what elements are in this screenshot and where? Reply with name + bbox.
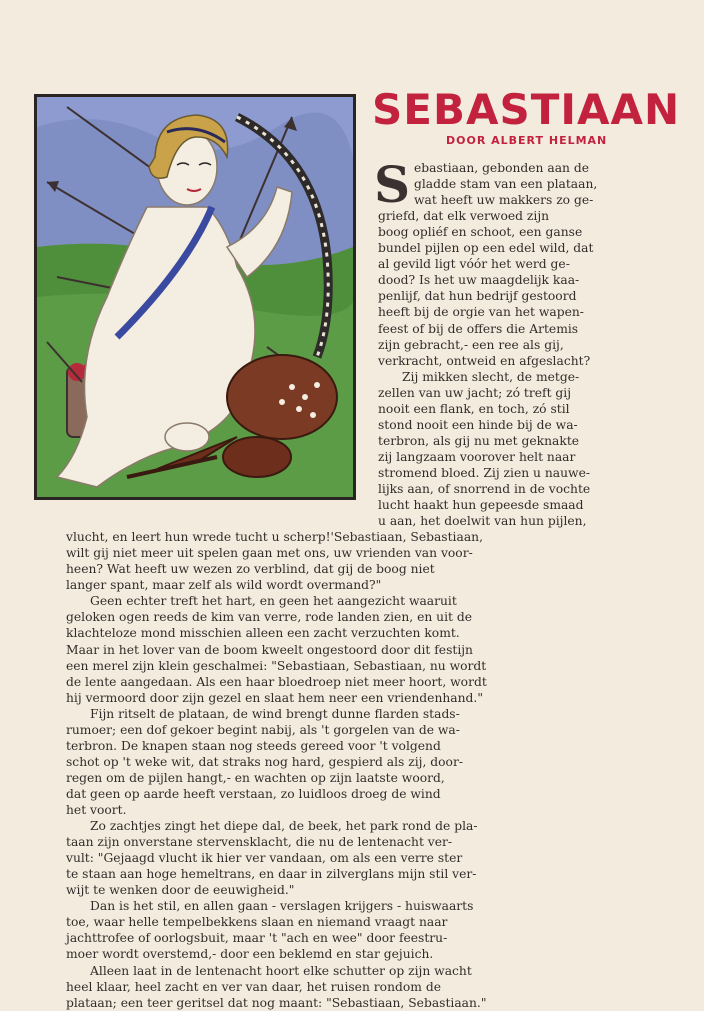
text-line: rumoer; een dof gekoer begint nabij, als 't gorgelen van de wa-: [66, 722, 460, 737]
text-line: ebastiaan, gebonden aan de: [414, 161, 590, 175]
text-line: vlucht, en leert hun wrede tucht u scherp!'Sebastiaan, Sebastiaan,: [66, 530, 483, 545]
text-line: hij vermoord door zijn gezel en slaat hem neer een vriendenhand.": [66, 690, 483, 705]
text-line: Dan is het stil, en allen gaan - verslagen krijgers - huiswaarts: [90, 899, 474, 914]
text-line: wilt gij niet meer uit spelen gaan met ons, uw vrienden van voor-: [66, 546, 473, 561]
text-line: zellen van uw jacht; zó treft gij: [378, 385, 572, 400]
text-line: dat geen op aarde heeft verstaan, zo luidloos droeg de wind: [66, 786, 441, 801]
text-line: boog opliéf en schoot, een ganse: [378, 225, 583, 240]
text-line: lucht haakt hun gepeesde smaad: [378, 498, 584, 513]
text-line: wat heeft uw makkers zo ge-: [414, 193, 594, 208]
text-line: Alleen laat in de lentenacht hoort elke schutter op zijn wacht: [90, 963, 472, 978]
text-line: taan zijn onverstane stervensklacht, die nu de lentenacht ver-: [66, 835, 453, 850]
illustration-woman-with-fawn: [34, 94, 356, 500]
text-line: jachttrofee of oorlogsbuit, maar 't "ach en wee" door feestru-: [66, 931, 448, 946]
text-line: heen? Wat heeft uw wezen zo verblind, dat gij de boog niet: [66, 562, 435, 577]
text-line: klachteloze mond misschien alleen een zacht verzuchten komt.: [66, 626, 460, 641]
text-line: gladde stam van een plataan,: [414, 177, 598, 192]
text-line: vult: "Gejaagd vlucht ik hier ver vandaan, om als een verre ster: [66, 851, 463, 866]
text-line: geloken ogen reeds de kim van verre, rode landen zien, en uit de: [66, 610, 473, 625]
text-line: stond nooit een hinde bij de wa-: [378, 417, 578, 432]
text-line: stromend bloed. Zij zien u nauwe-: [378, 465, 591, 480]
text-line: zijn gebracht,- een ree als gij,: [378, 337, 564, 352]
text-line: Zij mikken slecht, de metge-: [402, 369, 580, 384]
text-line: te staan aan hoge hemeltrans, en daar in zilverglans mijn stil ver-: [66, 867, 477, 882]
text-line: bundel pijlen op een edel wild, dat: [378, 241, 594, 256]
woman-with-bow-and-fawn-icon: [37, 97, 353, 497]
text-line: lijks aan, of snorrend in de vochte: [378, 482, 591, 496]
text-line: plataan; een teer geritsel dat nog maant: "Sebastiaan, Sebastiaan.": [66, 995, 487, 1010]
text-line: zij langzaam voorover helt naar: [378, 449, 576, 464]
text-line: Maar in het lover van de boom kweelt ongestoord door dit festijn: [66, 642, 473, 657]
text-line: de lente aangedaan. Als een haar bloedroep niet meer hoort, wordt: [66, 674, 487, 689]
text-line: langer spant, maar zelf als wild wordt overmand?": [66, 578, 382, 593]
text-line: Fijn ritselt de plataan, de wind brengt dunne flarden stads-: [90, 706, 460, 721]
text-line: u aan, het doelwit van hun pijlen,: [378, 514, 587, 529]
text-line: dood? Is het uw maagdelijk kaa-: [378, 273, 580, 288]
text-line: nooit een flank, en toch, zó stil: [378, 401, 570, 416]
text-line: terbron. De knapen staan nog steeds gereed voor 't volgend: [66, 738, 441, 753]
text-line: heeft bij de orgie van het wapen-: [378, 305, 584, 320]
text-line: het voort.: [66, 803, 127, 817]
text-line: schot op 't weke wit, dat straks nog hard, gespierd als zij, door-: [66, 754, 463, 769]
text-line: regen om de pijlen hangt,- en wachten op zijn laatste woord,: [66, 770, 445, 785]
text-line: Zo zachtjes zingt het diepe dal, de beek, het park rond de pla-: [90, 819, 478, 834]
text-line: penlijf, dat hun bedrijf gestoord: [378, 289, 577, 304]
article-title: SEBASTIAAN: [372, 85, 681, 134]
text-line: griefd, dat elk verwoed zijn: [378, 209, 550, 224]
text-line: een merel zijn klein geschalmei: "Sebastiaan, Sebastiaan, nu wordt: [66, 658, 487, 673]
article-byline: DOOR ALBERT HELMAN: [446, 134, 608, 147]
text-line: feest of bij de offers die Artemis: [378, 321, 579, 336]
text-line: terbron, als gij nu met geknakte: [378, 433, 580, 448]
text-line: heel klaar, heel zacht en ver van daar, het ruisen rondom de: [66, 979, 441, 994]
text-line: wijt te wenken door de eeuwigheid.": [66, 883, 295, 898]
text-line: verkracht, ontweid en afgeslacht?: [378, 353, 591, 368]
drop-cap: S: [374, 155, 411, 214]
text-line: al gevild ligt vóór het werd ge-: [378, 257, 570, 272]
text-line: Geen echter treft het hart, en geen het aangezicht waaruit: [90, 594, 457, 609]
text-line: moer wordt overstemd,- door een beklemd en star gejuich.: [66, 947, 434, 962]
text-line: toe, waar helle tempelbekkens slaan en niemand vraagt naar: [66, 915, 448, 930]
